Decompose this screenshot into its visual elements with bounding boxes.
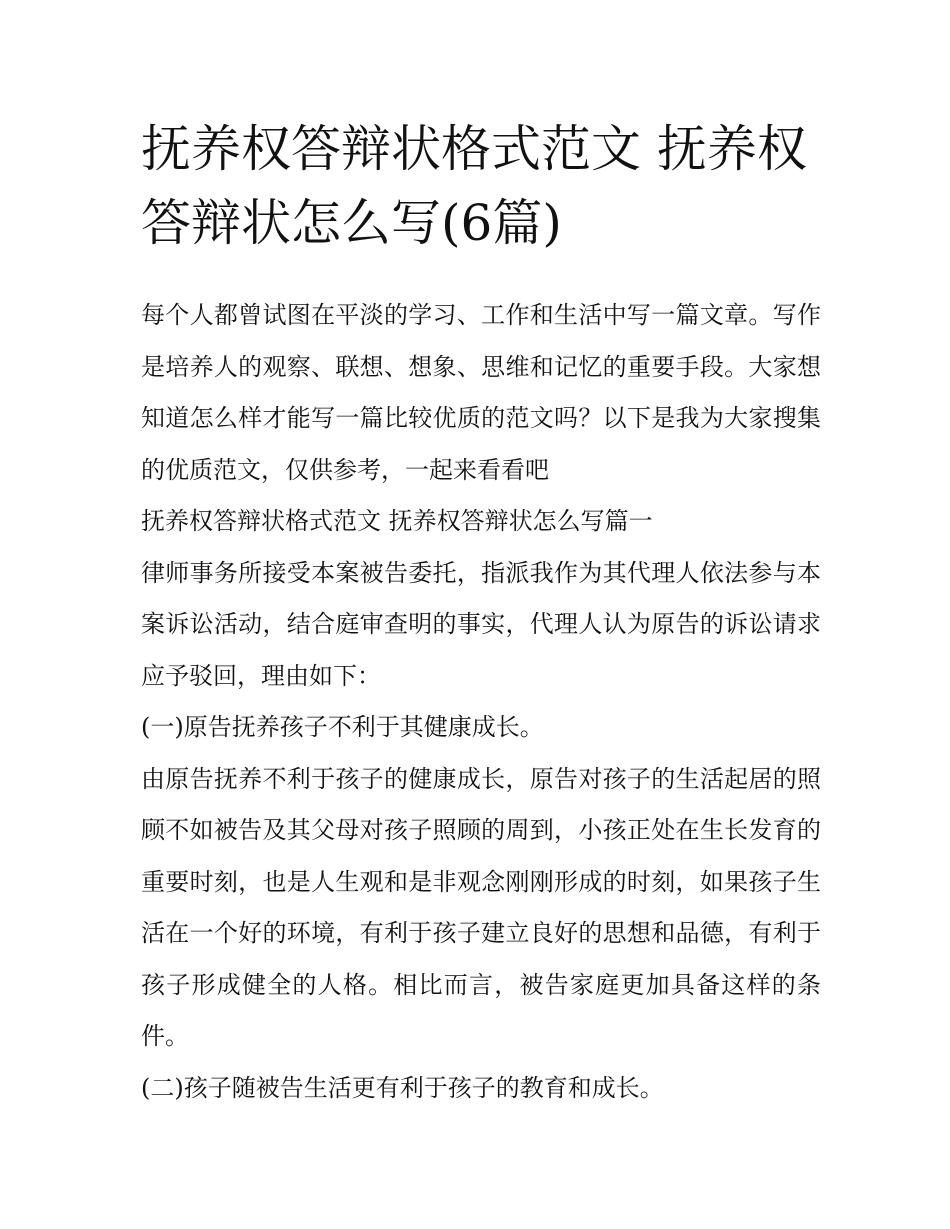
point-heading-2: (二)孩子随被告生活更有利于孩子的教育和成长。 (141, 1073, 664, 1102)
section-heading: 抚养权答辩状格式范文 抚养权答辩状怎么写篇一 (141, 507, 653, 535)
body-paragraph: 由原告抚养不利于孩子的健康成长，原告对孩子的生活起居的照顾不如被告及其父母对孩子照顾的周到，小孩正处在生长发育的重要时刻，也是人生观和是非观念刚刚形成的时刻，如果孩子生活在一个好的环境，有利于孩子建立良好的思想和品德，有利于孩子形成健全的人格。相比而言，被告家庭更加具备这样的条件。 (141, 764, 821, 1050)
body-paragraph: 律师事务所接受本案被告委托，指派我作为其代理人依法参与本案诉讼活动，结合庭审查明的事实，代理人认为原告的诉讼请求应予驳回，理由如下： (141, 558, 821, 690)
intro-paragraph: 每个人都曾试图在平淡的学习、工作和生活中写一篇文章。写作是培养人的观察、联想、想象、思维和记忆的重要手段。大家想知道怎么样才能写一篇比较优质的范文吗？以下是我为大家搜集的优质范文，仅供参考，一起来看看吧 (141, 301, 821, 484)
document-title: 抚养权答辩状格式范文 抚养权答辩状怎么写(6篇) (141, 120, 807, 252)
point-heading-1: (一)原告抚养孩子不利于其健康成长。 (141, 713, 544, 741)
document-page (141, 112, 821, 1114)
